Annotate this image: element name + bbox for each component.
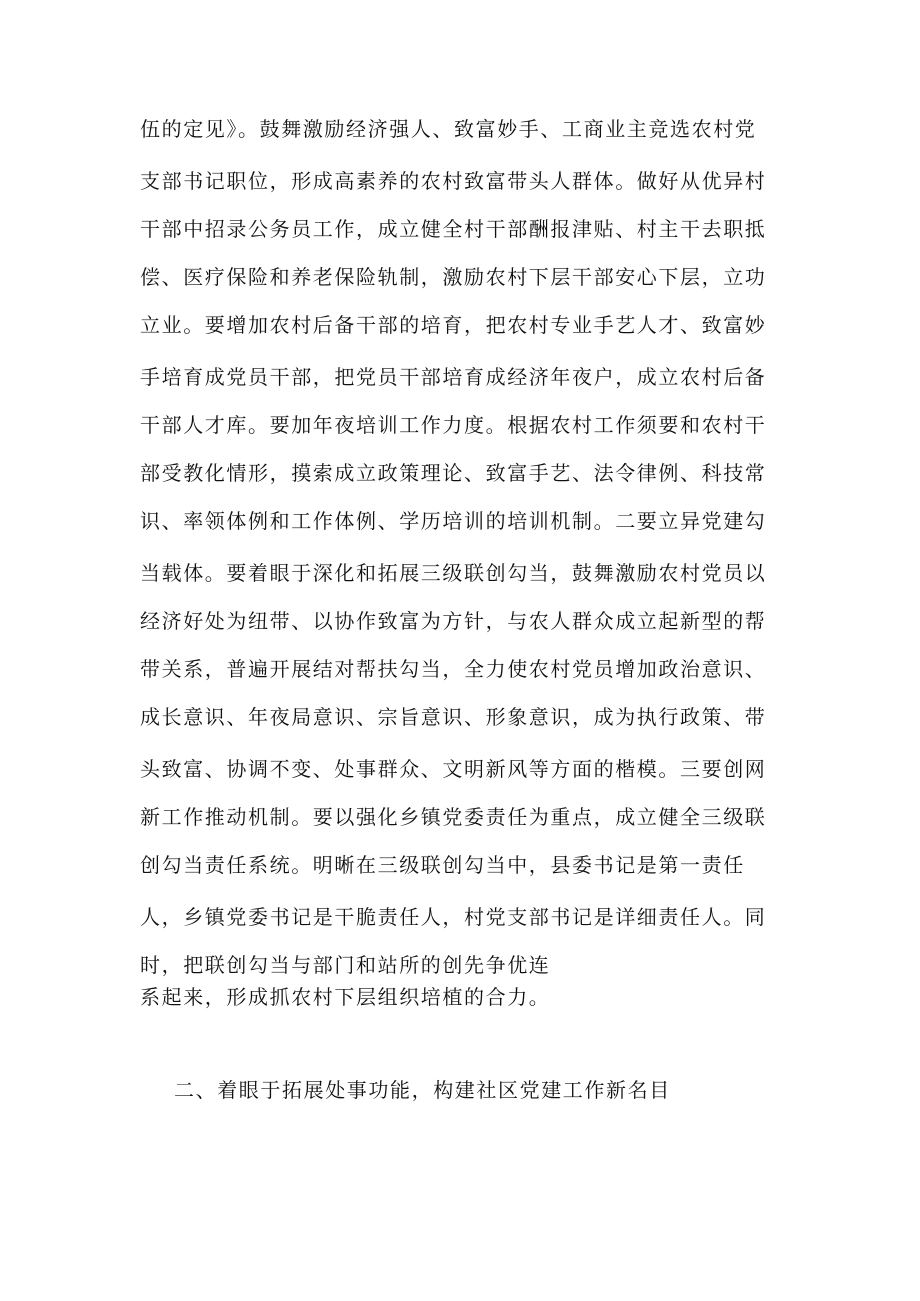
paragraph-line: 伍的定见》。鼓舞激励经济强人、致富妙手、工商业主竞选农村党 [140, 117, 757, 141]
paragraph-line: 立业。要增加农村后备干部的培育，把农村专业手艺人才、致富妙 [140, 313, 767, 337]
paragraph-line: 头致富、协调不变、处事群众、文明新风等方面的楷模。三要创网 [140, 757, 767, 781]
paragraph-line: 经济好处为纽带、以协作致富为方针，与农人群众成立起新型的帮 [140, 609, 767, 633]
paragraph-line: 部受教化情形，摸索成立政策理论、致富手艺、法令律例、科技常 [140, 461, 767, 485]
paragraph-line: 时，把联创勾当与部门和站所的创先争优连 [140, 953, 551, 977]
paragraph-line: 支部书记职位，形成高素养的农村致富带头人群体。做好从优异村 [140, 169, 767, 193]
paragraph-line: 系起来，形成抓农村下层组织培植的合力。 [140, 985, 551, 1009]
paragraph-line: 新工作推动机制。要以强化乡镇党委责任为重点，成立健全三级联 [140, 805, 767, 829]
paragraph-line: 偿、医疗保险和养老保险轨制，激励农村下层干部安心下层，立功 [140, 265, 767, 289]
section-heading: 二、着眼于拓展处事功能，构建社区党建工作新名目 [174, 1078, 671, 1102]
paragraph-line: 干部人才库。要加年夜培训工作力度。根据农村工作须要和农村干 [140, 413, 767, 437]
paragraph-line: 带关系，普遍开展结对帮扶勾当，全力使农村党员增加政治意识、 [140, 657, 767, 681]
paragraph-line: 干部中招录公务员工作，成立健全村干部酬报津贴、村主干去职抵 [140, 217, 767, 241]
paragraph-line: 成长意识、年夜局意识、宗旨意识、形象意识，成为执行政策、带 [140, 705, 767, 729]
paragraph-line: 识、率领体例和工作体例、学历培训的培训机制。二要立异党建勾 [140, 509, 767, 533]
paragraph-line: 人，乡镇党委书记是干脆责任人，村党支部书记是详细责任人。同 [140, 905, 767, 929]
paragraph-line: 创勾当责任系统。明晰在三级联创勾当中，县委书记是第一责任 [140, 853, 745, 877]
paragraph-line: 手培育成党员干部，把党员干部培育成经济年夜户，成立农村后备 [140, 365, 767, 389]
paragraph-line: 当载体。要着眼于深化和拓展三级联创勾当，鼓舞激励农村党员以 [140, 561, 767, 585]
